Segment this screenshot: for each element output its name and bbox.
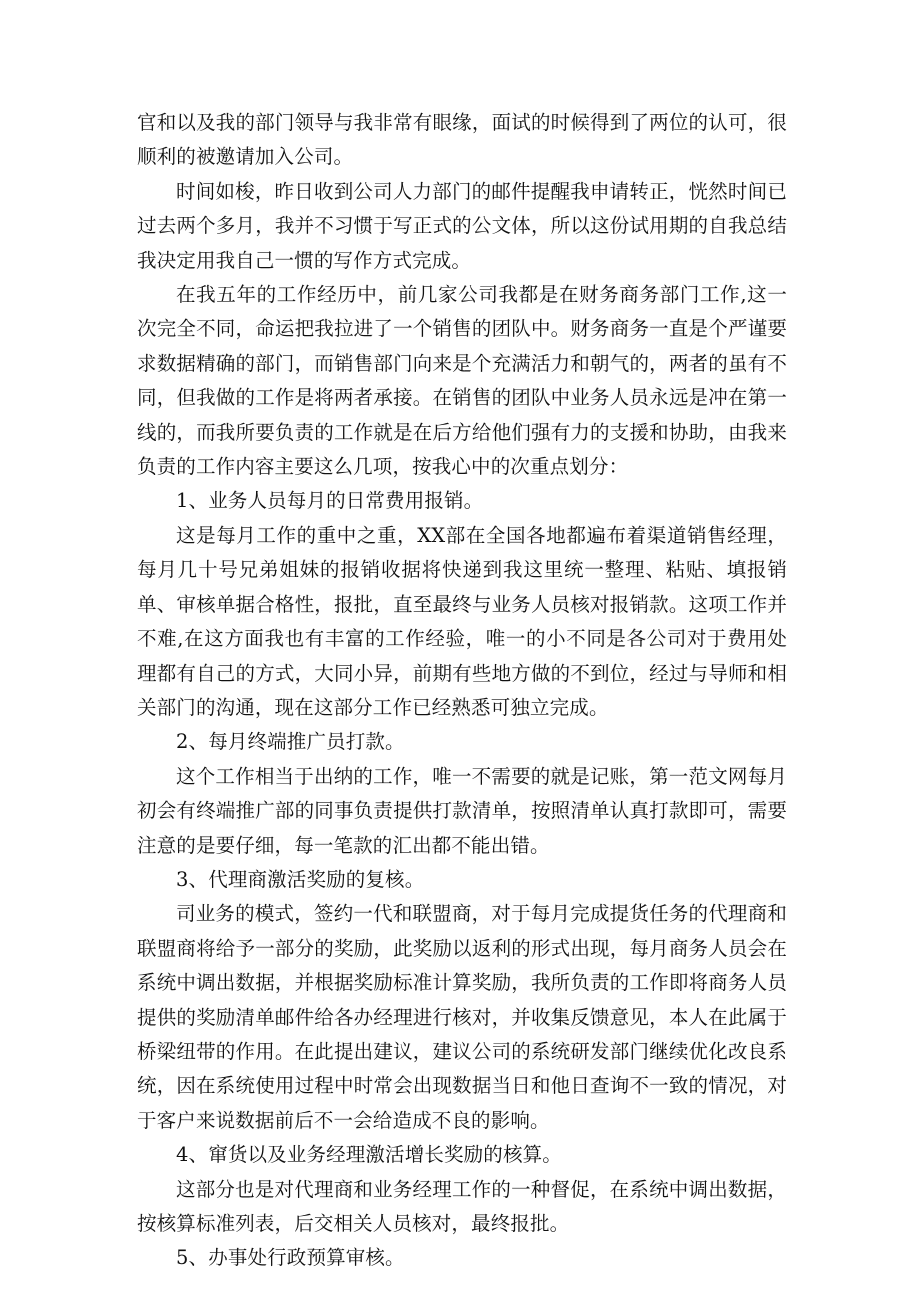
list-heading: 2、每月终端推广员打款。 bbox=[176, 730, 405, 754]
paragraph: 这是每月工作的重中之重，XX部在全国各地都遍布着渠道销售经理，每月几十号兄弟姐妹的报销收据将快递到我这里统一整理、粘贴、填报销单、审核单据合格性，报批，直至最终与业务人员核对报销款。这项工作并不难,在这方面我也有丰富的工作经验，唯一的小不同是各公司对于费用处理都有自己的方式，大同小异，前期有些地方做的不到位，经过与导师和相关部门的沟通，现在这部分工作已经熟悉可独立完成。 bbox=[137, 523, 787, 719]
list-heading: 1、业务人员每月的日常费用报销。 bbox=[176, 489, 484, 513]
list-heading: 4、窜货以及业务经理激活增长奖励的核算。 bbox=[176, 1143, 562, 1167]
list-heading: 5、办事处行政预算审核。 bbox=[176, 1246, 405, 1270]
paragraph: 官和以及我的部门领导与我非常有眼缘，面试的时候得到了两位的认可，很顺利的被邀请加入公司。 bbox=[137, 111, 787, 169]
paragraph: 这个工作相当于出纳的工作，唯一不需要的就是记账，第一范文网每月初会有终端推广部的同事负责提供打款清单，按照清单认真打款即可，需要注意的是要仔细，每一笔款的汇出都不能出错。 bbox=[137, 764, 787, 857]
paragraph: 这部分也是对代理商和业务经理工作的一种督促，在系统中调出数据，按核算标准列表，后交相关人员核对，最终报批。 bbox=[137, 1177, 787, 1235]
paragraph: 司业务的模式，签约一代和联盟商，对于每月完成提货任务的代理商和联盟商将给予一部分的奖励，此奖励以返利的形式出现，每月商务人员会在系统中调出数据，并根据奖励标准计算奖励，我所负责的工作即将商务人员提供的奖励清单邮件给各办经理进行核对，并收集反馈意见，本人在此属于桥梁纽带的作用。在此提出建议，建议公司的系统研发部门继续优化改良系统，因在系统使用过程中时常会出现数据当日和他日查询不一致的情况，对于客户来说数据前后不一会给造成不良的影响。 bbox=[137, 902, 787, 1132]
paragraph: 时间如梭，昨日收到公司人力部门的邮件提醒我申请转正，恍然时间已过去两个多月，我并不习惯于写正式的公文体，所以这份试用期的自我总结我决定用我自己一惯的写作方式完成。 bbox=[137, 179, 787, 272]
document-body bbox=[137, 106, 787, 1276]
paragraph: 在我五年的工作经历中，前几家公司我都是在财务商务部门工作,这一次完全不同，命运把我拉进了一个销售的团队中。财务商务一直是个严谨要求数据精确的部门，而销售部门向来是个充满活力和朝气的，两者的虽有不同，但我做的工作是将两者承接。在销售的团队中业务人员永远是冲在第一线的，而我所要负责的工作就是在后方给他们强有力的支援和协助，由我来负责的工作内容主要这么几项，按我心中的次重点划分： bbox=[137, 283, 787, 479]
list-heading: 3、代理商激活奖励的复核。 bbox=[176, 867, 425, 891]
